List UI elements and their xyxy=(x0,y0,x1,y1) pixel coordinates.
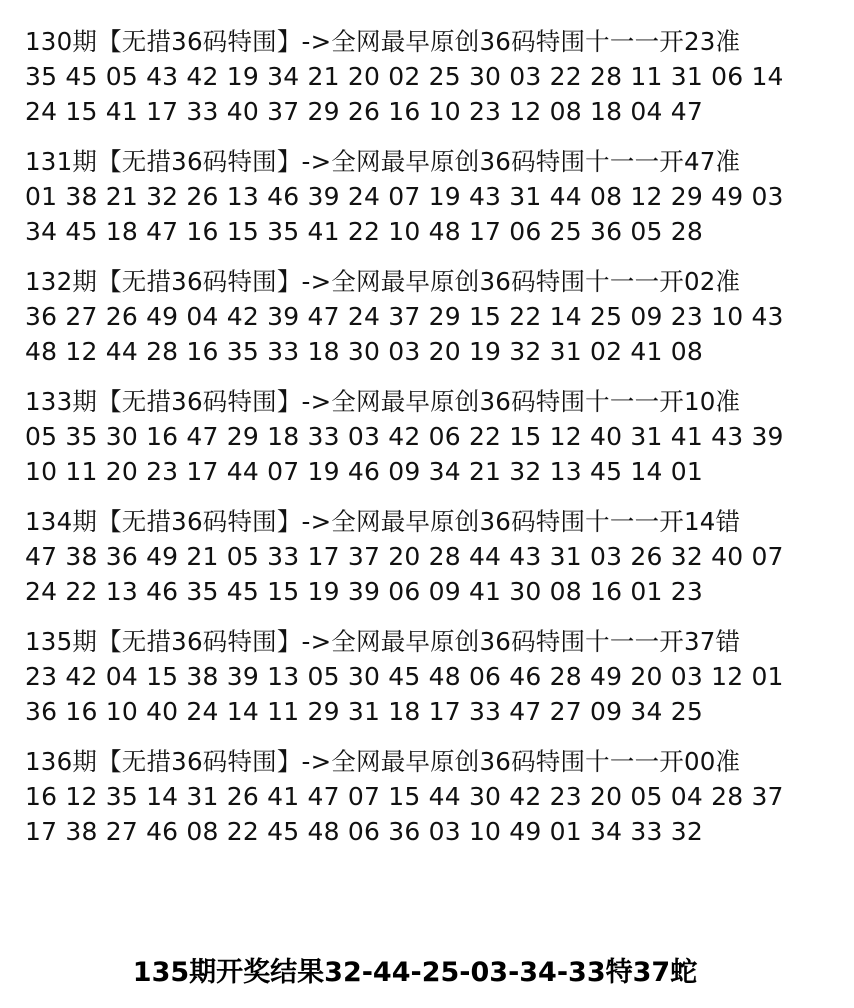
number-row: 23 42 04 15 38 39 13 05 30 45 48 06 46 28 49 20 03 12 01 xyxy=(25,662,784,691)
number-row: 01 38 21 32 26 13 46 39 24 07 19 43 31 44 08 12 29 49 03 xyxy=(25,182,784,211)
period-title: 135期【无措36码特围】->全网最早原创36码特围十一一开37错 xyxy=(25,627,741,656)
number-row: 17 38 27 46 08 22 45 48 06 36 03 10 49 01 34 33 32 xyxy=(25,817,703,846)
number-row: 36 27 26 49 04 42 39 47 24 37 29 15 22 14 25 09 23 10 43 xyxy=(25,302,784,331)
period-block-135 xyxy=(25,624,835,744)
number-row: 05 35 30 16 47 29 18 33 03 42 06 22 15 12 40 31 41 43 39 xyxy=(25,422,784,451)
period-title: 136期【无措36码特围】->全网最早原创36码特围十一一开00准 xyxy=(25,747,741,776)
period-block-134 xyxy=(25,504,835,624)
period-block-132 xyxy=(25,264,835,384)
period-block-130 xyxy=(25,24,835,144)
period-block-131 xyxy=(25,144,835,264)
number-row: 35 45 05 43 42 19 34 21 20 02 25 30 03 22 28 11 31 06 14 xyxy=(25,62,784,91)
period-title: 132期【无措36码特围】->全网最早原创36码特围十一一开02准 xyxy=(25,267,741,296)
period-title: 133期【无措36码特围】->全网最早原创36码特围十一一开10准 xyxy=(25,387,741,416)
number-row: 10 11 20 23 17 44 07 19 46 09 34 21 32 13 45 14 01 xyxy=(25,457,703,486)
number-row: 24 15 41 17 33 40 37 29 26 16 10 23 12 08 18 04 47 xyxy=(25,97,703,126)
number-row: 36 16 10 40 24 14 11 29 31 18 17 33 47 27 09 34 25 xyxy=(25,697,703,726)
number-row: 16 12 35 14 31 26 41 47 07 15 44 30 42 23 20 05 04 28 37 xyxy=(25,782,784,811)
period-list xyxy=(25,24,835,864)
number-row: 24 22 13 46 35 45 15 19 39 06 09 41 30 08 16 01 23 xyxy=(25,577,703,606)
number-row: 47 38 36 49 21 05 33 17 37 20 28 44 43 31 03 26 32 40 07 xyxy=(25,542,784,571)
period-title: 134期【无措36码特围】->全网最早原创36码特围十一一开14错 xyxy=(25,507,741,536)
draw-result-footer: 135期开奖结果32-44-25-03-34-33特37蛇 xyxy=(132,957,698,988)
period-title: 130期【无措36码特围】->全网最早原创36码特围十一一开23准 xyxy=(25,27,741,56)
number-row: 34 45 18 47 16 15 35 41 22 10 48 17 06 25 36 05 28 xyxy=(25,217,703,246)
number-row: 48 12 44 28 16 35 33 18 30 03 20 19 32 31 02 41 08 xyxy=(25,337,703,366)
period-block-133 xyxy=(25,384,835,504)
period-block-136 xyxy=(25,744,835,864)
period-title: 131期【无措36码特围】->全网最早原创36码特围十一一开47准 xyxy=(25,147,741,176)
